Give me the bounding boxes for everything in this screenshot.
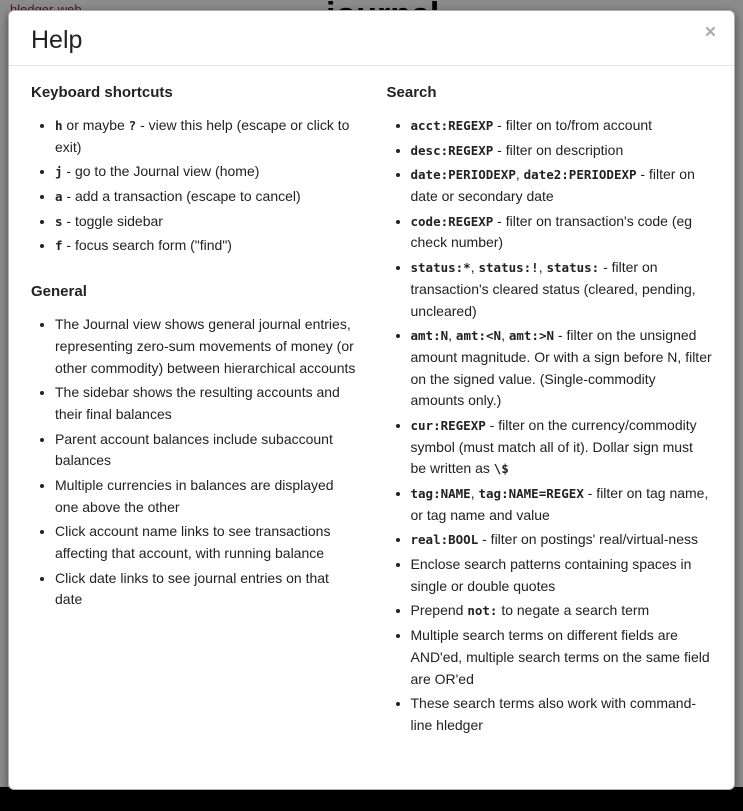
list-item: • j - go to the Journal view (home) bbox=[55, 161, 357, 183]
list-item: • f - focus search form ("find") bbox=[55, 235, 357, 257]
section-heading: Keyboard shortcuts bbox=[31, 84, 173, 101]
list-item: • real:BOOL - filter on postings' real/virtual-ness bbox=[411, 529, 713, 551]
list-item: • acct:REGEXP - filter on to/from account bbox=[411, 115, 713, 137]
inline-code: s bbox=[55, 213, 63, 229]
list-item: • The sidebar shows the resulting accounts and their final balances bbox=[55, 382, 357, 425]
list-item: • Prepend not: to negate a search term bbox=[411, 600, 713, 622]
inline-code: tag:NAME bbox=[410, 486, 471, 501]
help-modal bbox=[8, 10, 735, 790]
modal-header bbox=[9, 11, 734, 66]
inline-code: tag:NAME=REGEX bbox=[478, 486, 584, 501]
inline-code: ? bbox=[128, 118, 137, 133]
inline-code: code:REGEXP bbox=[410, 213, 494, 229]
list-item: • status:*, status:!, status: - filter on transaction's cleared status (cleared, pending, uncleared) bbox=[411, 257, 713, 322]
help-list bbox=[31, 115, 357, 257]
inline-code: f bbox=[55, 238, 63, 254]
modal-title: Help bbox=[31, 26, 83, 54]
list-item: • Multiple search terms on different fields are AND'ed, multiple search terms on the same field are OR'ed bbox=[411, 625, 713, 690]
list-item: • amt:N, amt:<N, amt:>N - filter on the unsigned amount magnitude. Or with a sign before N, filter on the signed value. (Single-commodity amounts only.) bbox=[411, 325, 713, 412]
list-item: • a - add a transaction (escape to cancel) bbox=[55, 186, 357, 208]
inline-code: \$ bbox=[493, 461, 509, 477]
help-columns bbox=[31, 84, 712, 747]
help-list bbox=[387, 115, 713, 737]
inline-code: a bbox=[55, 189, 63, 205]
section-heading: Search bbox=[386, 84, 437, 101]
inline-code: not: bbox=[467, 603, 498, 619]
list-item: • These search terms also work with command-line hledger bbox=[411, 693, 713, 736]
list-item: • h or maybe ? - view this help (escape or click to exit) bbox=[55, 115, 357, 158]
inline-code: amt:>N bbox=[508, 328, 555, 344]
list-item: • tag:NAME, tag:NAME=REGEX - filter on tag name, or tag name and value bbox=[411, 483, 713, 526]
list-item: • Multiple currencies in balances are displayed one above the other bbox=[55, 475, 357, 518]
list-item: • cur:REGEXP - filter on the currency/commodity symbol (must match all of it). Dollar sign must be written as \$ bbox=[411, 415, 713, 480]
inline-code: amt:<N bbox=[455, 328, 502, 344]
inline-code: j bbox=[55, 164, 63, 180]
inline-code: real:BOOL bbox=[410, 532, 479, 548]
inline-code: desc:REGEXP bbox=[410, 142, 494, 158]
close-icon[interactable]: × bbox=[701, 21, 720, 44]
inline-code: status:! bbox=[478, 260, 539, 276]
list-item: • desc:REGEXP - filter on description bbox=[411, 140, 713, 162]
list-item: • Parent account balances include subaccount balances bbox=[55, 429, 357, 472]
section-heading: General bbox=[31, 283, 87, 301]
inline-code: status:* bbox=[410, 260, 471, 276]
list-item: • date:PERIODEXP, date2:PERIODEXP - filter on date or secondary date bbox=[411, 164, 713, 207]
inline-code: h bbox=[55, 118, 63, 133]
list-item: • code:REGEXP - filter on transaction's code (eg check number) bbox=[411, 211, 713, 254]
inline-code: status: bbox=[546, 260, 600, 276]
modal-body bbox=[9, 66, 734, 789]
list-item: • Click date links to see journal entries on that date bbox=[55, 568, 357, 611]
help-column-left bbox=[31, 84, 357, 747]
list-item: • The Journal view shows general journal entries, representing zero-sum movements of money (or other commodity) between hierarchical accounts bbox=[55, 314, 357, 379]
list-item: • Enclose search patterns containing spaces in single or double quotes bbox=[411, 554, 713, 597]
list-item: • s - toggle sidebar bbox=[55, 211, 357, 233]
inline-code: date2:PERIODEXP bbox=[523, 167, 637, 183]
inline-code: cur:REGEXP bbox=[410, 417, 486, 433]
list-item: • Click account name links to see transactions affecting that account, with running balance bbox=[55, 521, 357, 564]
help-column-right bbox=[387, 84, 713, 747]
help-list bbox=[31, 314, 357, 611]
inline-code: date:PERIODEXP bbox=[410, 167, 516, 183]
inline-code: amt:N bbox=[410, 328, 449, 344]
inline-code: acct:REGEXP bbox=[410, 118, 494, 133]
